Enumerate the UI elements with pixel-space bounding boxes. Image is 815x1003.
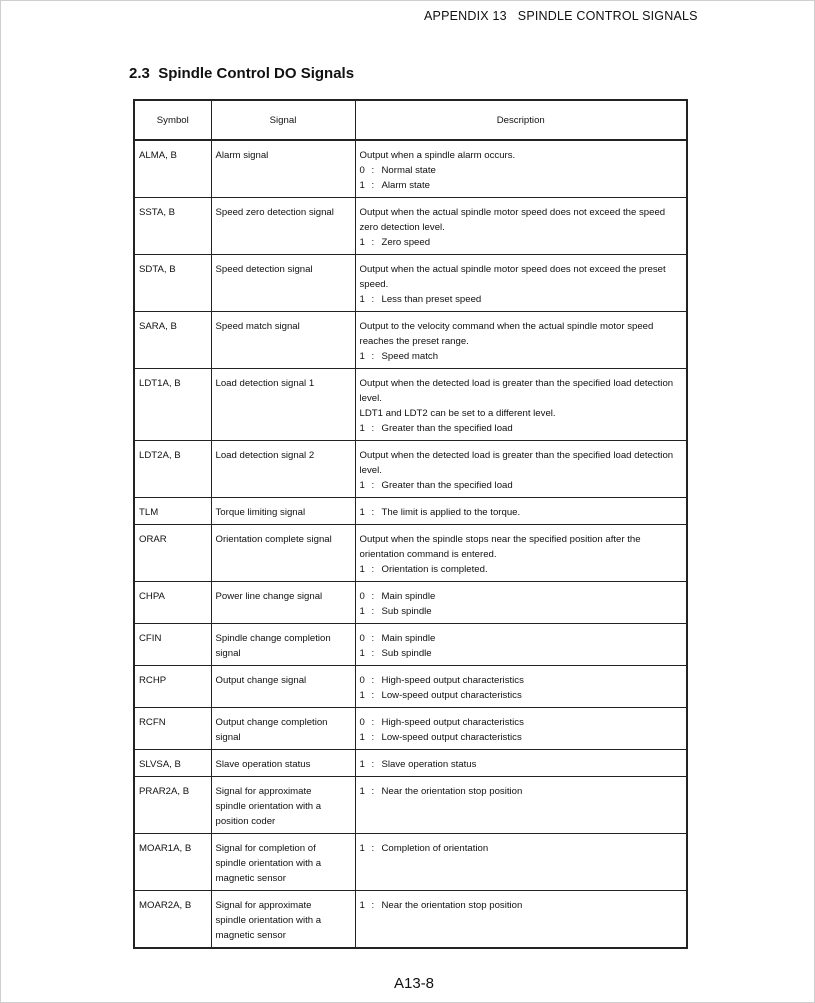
signal-name (211, 369, 355, 441)
state-line (360, 646, 683, 661)
state-text: Orientation is completed. (381, 564, 488, 575)
state-value: 1 (359, 507, 365, 518)
state-separator: : (371, 591, 375, 602)
state-text: The limit is applied to the torque. (381, 507, 521, 518)
signal-description (355, 834, 687, 891)
signal-name-line: Alarm signal (215, 150, 269, 161)
column-header-symbol: Symbol (134, 100, 211, 140)
table-header-row (134, 100, 687, 140)
table-body (134, 140, 687, 948)
state-value: 1 (359, 351, 365, 362)
signal-symbol: MOAR2A, B (134, 891, 211, 949)
signal-symbol: SDTA, B (134, 255, 211, 312)
state-separator: : (371, 900, 375, 911)
signal-name-line: Speed zero detection signal (215, 207, 334, 218)
state-text: Near the orientation stop position (381, 786, 523, 797)
signal-description (355, 582, 687, 624)
signal-description (355, 369, 687, 441)
signal-symbol: PRAR2A, B (134, 777, 211, 834)
state-line (360, 235, 683, 250)
description-line: level. (359, 393, 382, 404)
state-separator: : (371, 180, 375, 191)
signal-name (211, 666, 355, 708)
state-value: 1 (359, 237, 365, 248)
state-line (360, 604, 683, 619)
signal-symbol: LDT1A, B (134, 369, 211, 441)
table-row (134, 666, 687, 708)
table-row (134, 891, 687, 949)
state-text: Low-speed output characteristics (381, 690, 522, 701)
description-line: Output when the actual spindle motor speed does not exceed the speed (359, 207, 666, 218)
state-separator: : (371, 294, 375, 305)
state-separator: : (371, 759, 375, 770)
state-line (360, 715, 683, 730)
signal-symbol: TLM (134, 498, 211, 525)
table-row (134, 750, 687, 777)
table-row (134, 708, 687, 750)
signal-name-line: Signal for approximate (215, 900, 312, 911)
state-separator: : (371, 507, 375, 518)
signal-name-line: Speed match signal (215, 321, 300, 332)
table-row (134, 525, 687, 582)
signal-description (355, 891, 687, 949)
state-value: 0 (359, 675, 365, 686)
state-separator: : (371, 786, 375, 797)
signal-symbol: RCHP (134, 666, 211, 708)
signal-description (355, 498, 687, 525)
table-row (134, 140, 687, 198)
description-line: LDT1 and LDT2 can be set to a different level. (359, 408, 556, 419)
state-text: Less than preset speed (381, 294, 482, 305)
signal-name-line: Torque limiting signal (215, 507, 306, 518)
table-row (134, 624, 687, 666)
state-separator: : (371, 690, 375, 701)
signal-name-line: Power line change signal (215, 591, 323, 602)
state-separator: : (371, 165, 375, 176)
signal-description (355, 441, 687, 498)
state-line (360, 505, 683, 520)
description-line: Output to the velocity command when the actual spindle motor speed (359, 321, 654, 332)
state-separator: : (371, 564, 375, 575)
signal-name-line: spindle orientation with a (215, 801, 322, 812)
state-text: Greater than the specified load (381, 423, 513, 434)
signal-name (211, 498, 355, 525)
table-row (134, 312, 687, 369)
state-value: 0 (359, 591, 365, 602)
state-separator: : (371, 606, 375, 617)
table-row (134, 777, 687, 834)
column-header-description: Description (355, 100, 687, 140)
signal-description (355, 255, 687, 312)
state-value: 1 (359, 423, 365, 434)
signal-name (211, 624, 355, 666)
signal-description (355, 198, 687, 255)
signal-symbol: ALMA, B (134, 140, 211, 198)
state-text: Normal state (381, 165, 436, 176)
state-value: 1 (359, 564, 365, 575)
description-line: level. (359, 465, 382, 476)
signal-name-line: signal (215, 732, 241, 743)
state-line (360, 163, 683, 178)
signal-name-line: Spindle change completion (215, 633, 331, 644)
section-title-text: Spindle Control DO Signals (158, 65, 355, 82)
state-text: Zero speed (381, 237, 431, 248)
state-separator: : (371, 423, 375, 434)
state-value: 1 (359, 900, 365, 911)
state-text: Main spindle (381, 591, 436, 602)
signal-name-line: Slave operation status (215, 759, 311, 770)
state-value: 1 (359, 732, 365, 743)
signal-symbol: CHPA (134, 582, 211, 624)
signal-name-line: position coder (215, 816, 276, 827)
description-line: Output when the detected load is greater than the specified load detection (359, 450, 674, 461)
signal-name-line: Signal for completion of (215, 843, 316, 854)
table-row (134, 582, 687, 624)
signal-name (211, 834, 355, 891)
table-row (134, 255, 687, 312)
description-line: orientation command is entered. (359, 549, 497, 560)
state-line (360, 589, 683, 604)
state-text: Sub spindle (381, 606, 432, 617)
state-value: 1 (359, 786, 365, 797)
description-line: Output when the actual spindle motor speed does not exceed the preset (359, 264, 666, 275)
state-line (360, 562, 683, 577)
signal-name (211, 312, 355, 369)
signal-name-line: Output change signal (215, 675, 307, 686)
description-line: reaches the preset range. (359, 336, 469, 347)
signal-name-line: spindle orientation with a (215, 858, 322, 869)
state-line (360, 478, 683, 493)
table-row (134, 198, 687, 255)
state-value: 0 (359, 717, 365, 728)
state-line (360, 349, 683, 364)
state-text: Greater than the specified load (381, 480, 513, 491)
table-row (134, 369, 687, 441)
signal-name (211, 198, 355, 255)
state-text: High-speed output characteristics (381, 675, 524, 686)
signal-name (211, 750, 355, 777)
signal-table (133, 99, 688, 949)
state-line (360, 898, 683, 913)
signal-name-line: Load detection signal 2 (215, 450, 315, 461)
state-value: 1 (359, 606, 365, 617)
signal-description (355, 750, 687, 777)
signal-name-line: Speed detection signal (215, 264, 313, 275)
signal-name (211, 441, 355, 498)
state-line (360, 730, 683, 745)
signal-name-line: spindle orientation with a (215, 915, 322, 926)
signal-name-line: magnetic sensor (215, 873, 286, 884)
signal-name (211, 582, 355, 624)
state-value: 1 (359, 759, 365, 770)
signal-description (355, 312, 687, 369)
state-text: Alarm state (381, 180, 431, 191)
state-separator: : (371, 732, 375, 743)
state-value: 0 (359, 165, 365, 176)
state-text: High-speed output characteristics (381, 717, 524, 728)
state-value: 1 (359, 648, 365, 659)
signal-symbol: LDT2A, B (134, 441, 211, 498)
description-line: Output when the detected load is greater than the specified load detection (359, 378, 674, 389)
signal-name (211, 140, 355, 198)
signal-symbol: CFIN (134, 624, 211, 666)
state-separator: : (371, 237, 375, 248)
signal-description (355, 140, 687, 198)
signal-symbol: SLVSA, B (134, 750, 211, 777)
state-text: Sub spindle (381, 648, 432, 659)
state-separator: : (371, 648, 375, 659)
table-row (134, 498, 687, 525)
signal-name-line: magnetic sensor (215, 930, 286, 941)
state-value: 1 (359, 180, 365, 191)
state-line (360, 841, 683, 856)
state-separator: : (371, 843, 375, 854)
signal-description (355, 624, 687, 666)
signal-name (211, 777, 355, 834)
signal-name (211, 255, 355, 312)
state-line (360, 631, 683, 646)
state-value: 0 (359, 633, 365, 644)
state-text: Low-speed output characteristics (381, 732, 522, 743)
state-separator: : (371, 633, 375, 644)
page-number: A13-8 (394, 975, 435, 992)
signal-name-line: Output change completion (215, 717, 328, 728)
signal-symbol: SSTA, B (134, 198, 211, 255)
state-line (360, 421, 683, 436)
description-line: zero detection level. (359, 222, 445, 233)
state-value: 1 (359, 843, 365, 854)
state-separator: : (371, 351, 375, 362)
signal-name-line: Orientation complete signal (215, 534, 332, 545)
state-text: Speed match (381, 351, 439, 362)
column-header-signal: Signal (211, 100, 355, 140)
section-number: 2.3 (129, 65, 150, 82)
table-row (134, 834, 687, 891)
state-separator: : (371, 675, 375, 686)
state-text: Near the orientation stop position (381, 900, 523, 911)
section-title (129, 65, 354, 82)
state-line (360, 688, 683, 703)
signal-name (211, 708, 355, 750)
description-line: Output when the spindle stops near the specified position after the (359, 534, 641, 545)
state-separator: : (371, 717, 375, 728)
state-separator: : (371, 480, 375, 491)
state-line (360, 673, 683, 688)
table-row (134, 441, 687, 498)
state-text: Main spindle (381, 633, 436, 644)
signal-symbol: MOAR1A, B (134, 834, 211, 891)
description-line: speed. (359, 279, 389, 290)
state-line (360, 178, 683, 193)
signal-description (355, 777, 687, 834)
state-text: Completion of orientation (381, 843, 489, 854)
description-line: Output when a spindle alarm occurs. (359, 150, 516, 161)
signal-name-line: Signal for approximate (215, 786, 312, 797)
signal-description (355, 525, 687, 582)
state-line (360, 784, 683, 799)
state-value: 1 (359, 294, 365, 305)
signal-description (355, 708, 687, 750)
state-line (360, 292, 683, 307)
signal-symbol: ORAR (134, 525, 211, 582)
signal-name (211, 525, 355, 582)
state-value: 1 (359, 690, 365, 701)
signal-description (355, 666, 687, 708)
signal-name (211, 891, 355, 949)
state-line (360, 757, 683, 772)
page-header: APPENDIX 13 SPINDLE CONTROL SIGNALS (424, 9, 698, 23)
signal-symbol: RCFN (134, 708, 211, 750)
signal-name-line: signal (215, 648, 241, 659)
state-value: 1 (359, 480, 365, 491)
signal-symbol: SARA, B (134, 312, 211, 369)
state-text: Slave operation status (381, 759, 477, 770)
signal-name-line: Load detection signal 1 (215, 378, 315, 389)
